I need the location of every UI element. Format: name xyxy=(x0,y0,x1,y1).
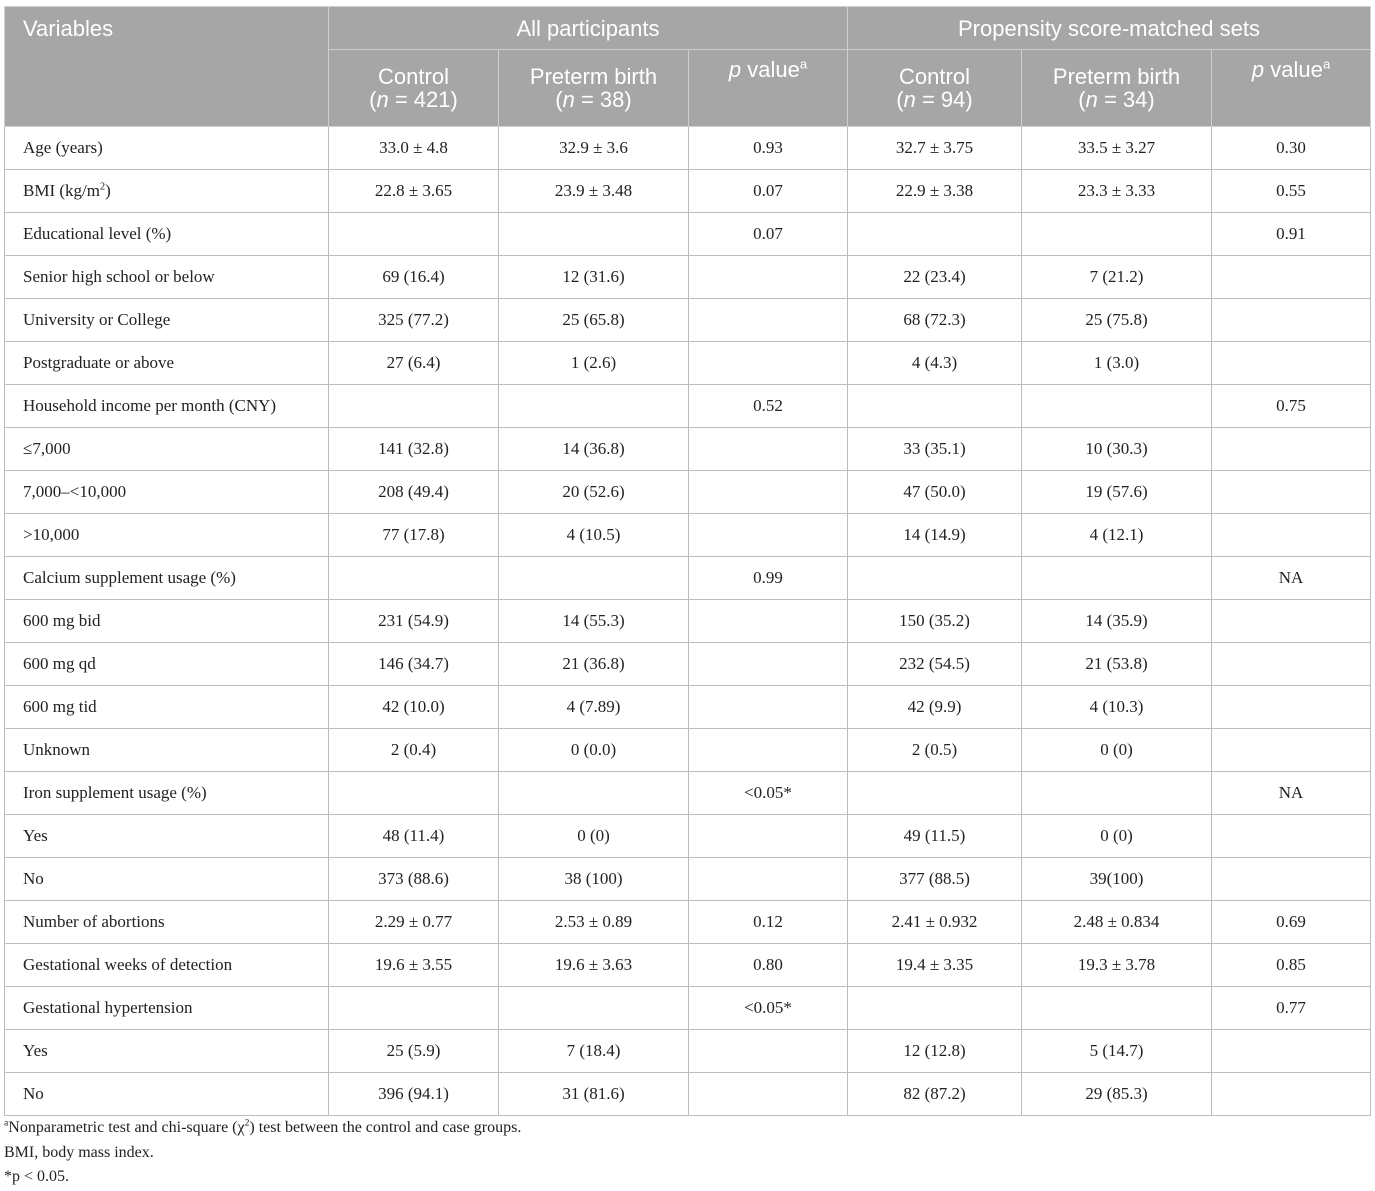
cell-matched-control xyxy=(848,557,1022,600)
cell-matched-pvalue xyxy=(1212,815,1371,858)
row-label: 600 mg bid xyxy=(5,600,329,643)
cell-matched-control: 22 (23.4) xyxy=(848,256,1022,299)
cell-matched-pvalue xyxy=(1212,299,1371,342)
table-footnotes xyxy=(4,1116,521,1190)
row-label: No xyxy=(5,1073,329,1116)
cell-preterm: 0 (0.0) xyxy=(499,729,689,772)
cell-pvalue xyxy=(689,256,848,299)
cell-preterm xyxy=(499,385,689,428)
table-row xyxy=(5,643,1371,686)
cell-pvalue: 0.99 xyxy=(689,557,848,600)
cell-matched-pvalue xyxy=(1212,514,1371,557)
cell-pvalue xyxy=(689,299,848,342)
cell-pvalue: <0.05* xyxy=(689,772,848,815)
row-label: Postgraduate or above xyxy=(5,342,329,385)
table-row xyxy=(5,987,1371,1030)
cell-control xyxy=(329,987,499,1030)
table-row xyxy=(5,514,1371,557)
row-label: Number of abortions xyxy=(5,901,329,944)
cell-control xyxy=(329,213,499,256)
cell-preterm: 32.9 ± 3.6 xyxy=(499,127,689,170)
cell-matched-pvalue xyxy=(1212,1030,1371,1073)
row-label: Educational level (%) xyxy=(5,213,329,256)
cell-matched-preterm: 14 (35.9) xyxy=(1022,600,1212,643)
table-row xyxy=(5,1073,1371,1116)
cell-matched-preterm: 21 (53.8) xyxy=(1022,643,1212,686)
cell-pvalue xyxy=(689,471,848,514)
cell-matched-pvalue: NA xyxy=(1212,557,1371,600)
cell-matched-pvalue: 0.77 xyxy=(1212,987,1371,1030)
table-row xyxy=(5,858,1371,901)
table-row xyxy=(5,729,1371,772)
header-all-participants: All participants xyxy=(329,7,848,50)
cell-preterm: 4 (10.5) xyxy=(499,514,689,557)
cell-matched-control: 33 (35.1) xyxy=(848,428,1022,471)
cell-control: 77 (17.8) xyxy=(329,514,499,557)
cell-preterm: 1 (2.6) xyxy=(499,342,689,385)
cell-preterm: 12 (31.6) xyxy=(499,256,689,299)
header-preterm-label: Preterm birth xyxy=(529,64,658,89)
header-control-label: Control xyxy=(899,64,970,89)
row-label: Yes xyxy=(5,1030,329,1073)
table-row xyxy=(5,385,1371,428)
row-label: 7,000–<10,000 xyxy=(5,471,329,514)
cell-matched-preterm: 4 (12.1) xyxy=(1022,514,1212,557)
cell-matched-control: 12 (12.8) xyxy=(848,1030,1022,1073)
cell-pvalue: 0.12 xyxy=(689,901,848,944)
cell-preterm: 38 (100) xyxy=(499,858,689,901)
cell-matched-control xyxy=(848,385,1022,428)
footnote-bmi: BMI, body mass index. xyxy=(4,1143,154,1161)
cell-preterm: 7 (18.4) xyxy=(499,1030,689,1073)
cell-matched-control: 2.41 ± 0.932 xyxy=(848,901,1022,944)
header-variables: Variables xyxy=(5,7,329,127)
cell-pvalue: 0.52 xyxy=(689,385,848,428)
header-control-psm xyxy=(848,50,1022,127)
table-row xyxy=(5,944,1371,987)
row-label: BMI $(kg/m^2)$ xyxy=(5,170,329,213)
cell-pvalue: 0.80 xyxy=(689,944,848,987)
cell-control: 25 (5.9) xyxy=(329,1030,499,1073)
row-label: Iron supplement usage (%) xyxy=(5,772,329,815)
cell-control: 42 (10.0) xyxy=(329,686,499,729)
cell-matched-preterm: 0 (0) xyxy=(1022,815,1212,858)
cell-pvalue: 0.93 xyxy=(689,127,848,170)
cell-matched-control: 2 (0.5) xyxy=(848,729,1022,772)
cell-matched-pvalue: 0.30 xyxy=(1212,127,1371,170)
cell-preterm: 23.9 ± 3.48 xyxy=(499,170,689,213)
cell-control: 373 (88.6) xyxy=(329,858,499,901)
cell-matched-preterm xyxy=(1022,385,1212,428)
row-label: Unknown xyxy=(5,729,329,772)
cell-pvalue: 0.07 xyxy=(689,213,848,256)
cell-pvalue xyxy=(689,600,848,643)
cell-control: 27 (6.4) xyxy=(329,342,499,385)
cell-matched-control: 14 (14.9) xyxy=(848,514,1022,557)
cell-preterm xyxy=(499,557,689,600)
cell-matched-control: 150 (35.2) xyxy=(848,600,1022,643)
cell-preterm: 25 (65.8) xyxy=(499,299,689,342)
table-row xyxy=(5,213,1371,256)
cell-pvalue xyxy=(689,815,848,858)
cell-matched-control: 19.4 ± 3.35 xyxy=(848,944,1022,987)
header-control-all xyxy=(329,50,499,127)
cell-matched-preterm: 23.3 ± 3.33 xyxy=(1022,170,1212,213)
cell-control: 396 (94.1) xyxy=(329,1073,499,1116)
header-pvalue-psm: p value$^a$ xyxy=(1212,50,1371,127)
table-row xyxy=(5,256,1371,299)
cell-pvalue xyxy=(689,858,848,901)
row-label: >10,000 xyxy=(5,514,329,557)
cell-control xyxy=(329,772,499,815)
cell-matched-pvalue xyxy=(1212,256,1371,299)
cell-matched-preterm: 4 (10.3) xyxy=(1022,686,1212,729)
cell-pvalue xyxy=(689,342,848,385)
table-container xyxy=(4,6,1370,1116)
cell-matched-pvalue xyxy=(1212,729,1371,772)
cell-matched-pvalue xyxy=(1212,858,1371,901)
table-header xyxy=(5,7,1371,127)
cell-preterm: 20 (52.6) xyxy=(499,471,689,514)
header-preterm-all xyxy=(499,50,689,127)
cell-matched-pvalue: 0.85 xyxy=(1212,944,1371,987)
row-label: No xyxy=(5,858,329,901)
row-label: Household income per month (CNY) xyxy=(5,385,329,428)
cell-pvalue xyxy=(689,428,848,471)
cell-matched-control: 68 (72.3) xyxy=(848,299,1022,342)
cell-pvalue xyxy=(689,643,848,686)
cell-matched-preterm: 25 (75.8) xyxy=(1022,299,1212,342)
table-row xyxy=(5,299,1371,342)
cell-preterm xyxy=(499,772,689,815)
cell-control: 33.0 ± 4.8 xyxy=(329,127,499,170)
cell-preterm: 14 (36.8) xyxy=(499,428,689,471)
cell-matched-pvalue: 0.69 xyxy=(1212,901,1371,944)
cell-matched-pvalue: 0.91 xyxy=(1212,213,1371,256)
cell-preterm: 21 (36.8) xyxy=(499,643,689,686)
row-label: Yes xyxy=(5,815,329,858)
cell-matched-control xyxy=(848,772,1022,815)
table-row xyxy=(5,342,1371,385)
cell-matched-preterm: 29 (85.3) xyxy=(1022,1073,1212,1116)
header-control-n: (n = 421) xyxy=(369,87,458,112)
cell-matched-control: 47 (50.0) xyxy=(848,471,1022,514)
cell-preterm xyxy=(499,213,689,256)
table-row xyxy=(5,686,1371,729)
cell-matched-pvalue xyxy=(1212,471,1371,514)
cell-pvalue xyxy=(689,1073,848,1116)
cell-pvalue xyxy=(689,514,848,557)
row-label: University or College xyxy=(5,299,329,342)
cell-matched-control: 32.7 ± 3.75 xyxy=(848,127,1022,170)
cell-preterm: 14 (55.3) xyxy=(499,600,689,643)
cell-matched-preterm: 2.48 ± 0.834 xyxy=(1022,901,1212,944)
row-label: 600 mg qd xyxy=(5,643,329,686)
cell-matched-preterm xyxy=(1022,213,1212,256)
cell-matched-control: 82 (87.2) xyxy=(848,1073,1022,1116)
cell-matched-pvalue xyxy=(1212,1073,1371,1116)
table-row xyxy=(5,127,1371,170)
cell-matched-preterm: 19 (57.6) xyxy=(1022,471,1212,514)
cell-matched-control xyxy=(848,213,1022,256)
table-row xyxy=(5,428,1371,471)
cell-matched-control: 232 (54.5) xyxy=(848,643,1022,686)
header-control-n: (n = 94) xyxy=(896,87,973,112)
cell-control: 22.8 ± 3.65 xyxy=(329,170,499,213)
header-control-label: Control xyxy=(378,64,449,89)
cell-matched-pvalue xyxy=(1212,600,1371,643)
table-row xyxy=(5,901,1371,944)
cell-matched-preterm: 1 (3.0) xyxy=(1022,342,1212,385)
cell-matched-preterm xyxy=(1022,987,1212,1030)
header-preterm-n: (n = 38) xyxy=(555,87,632,112)
cell-control xyxy=(329,557,499,600)
table-row xyxy=(5,557,1371,600)
cell-matched-control: 42 (9.9) xyxy=(848,686,1022,729)
cell-matched-pvalue xyxy=(1212,428,1371,471)
cell-matched-preterm: 39(100) xyxy=(1022,858,1212,901)
table-row xyxy=(5,600,1371,643)
table-row xyxy=(5,1030,1371,1073)
table-row xyxy=(5,772,1371,815)
cell-control: 325 (77.2) xyxy=(329,299,499,342)
cell-matched-pvalue xyxy=(1212,686,1371,729)
data-table xyxy=(4,6,1371,1116)
cell-control: 19.6 ± 3.55 xyxy=(329,944,499,987)
cell-control: 208 (49.4) xyxy=(329,471,499,514)
cell-matched-preterm: 0 (0) xyxy=(1022,729,1212,772)
row-label: Age (years) xyxy=(5,127,329,170)
cell-matched-preterm: 33.5 ± 3.27 xyxy=(1022,127,1212,170)
cell-pvalue xyxy=(689,729,848,772)
cell-pvalue: <0.05* xyxy=(689,987,848,1030)
cell-control xyxy=(329,385,499,428)
header-preterm-n: (n = 34) xyxy=(1078,87,1155,112)
row-label: Senior high school or below xyxy=(5,256,329,299)
row-label: 600 mg tid xyxy=(5,686,329,729)
cell-matched-pvalue: 0.55 xyxy=(1212,170,1371,213)
cell-control: 48 (11.4) xyxy=(329,815,499,858)
row-label: Gestational hypertension xyxy=(5,987,329,1030)
cell-preterm: 19.6 ± 3.63 xyxy=(499,944,689,987)
cell-pvalue xyxy=(689,686,848,729)
cell-matched-preterm xyxy=(1022,557,1212,600)
cell-matched-pvalue: NA xyxy=(1212,772,1371,815)
table-row xyxy=(5,471,1371,514)
table-row xyxy=(5,170,1371,213)
cell-matched-control: 377 (88.5) xyxy=(848,858,1022,901)
cell-preterm: 4 (7.89) xyxy=(499,686,689,729)
cell-matched-pvalue: 0.75 xyxy=(1212,385,1371,428)
cell-preterm: 31 (81.6) xyxy=(499,1073,689,1116)
cell-matched-preterm: 10 (30.3) xyxy=(1022,428,1212,471)
cell-control: 2.29 ± 0.77 xyxy=(329,901,499,944)
cell-matched-preterm xyxy=(1022,772,1212,815)
cell-control: 69 (16.4) xyxy=(329,256,499,299)
cell-control: 146 (34.7) xyxy=(329,643,499,686)
cell-preterm: 0 (0) xyxy=(499,815,689,858)
cell-matched-preterm: 5 (14.7) xyxy=(1022,1030,1212,1073)
cell-matched-preterm: 7 (21.2) xyxy=(1022,256,1212,299)
cell-preterm xyxy=(499,987,689,1030)
cell-matched-control: 49 (11.5) xyxy=(848,815,1022,858)
cell-pvalue xyxy=(689,1030,848,1073)
table-body xyxy=(5,127,1371,1116)
cell-preterm: 2.53 ± 0.89 xyxy=(499,901,689,944)
header-pvalue-all: p value$^a$ xyxy=(689,50,848,127)
cell-control: 2 (0.4) xyxy=(329,729,499,772)
cell-matched-pvalue xyxy=(1212,643,1371,686)
cell-control: 141 (32.8) xyxy=(329,428,499,471)
header-preterm-psm xyxy=(1022,50,1212,127)
cell-matched-control: 22.9 ± 3.38 xyxy=(848,170,1022,213)
footnote-significance: *p < 0.05. xyxy=(4,1168,70,1185)
cell-matched-pvalue xyxy=(1212,342,1371,385)
cell-pvalue: 0.07 xyxy=(689,170,848,213)
cell-matched-control: 4 (4.3) xyxy=(848,342,1022,385)
cell-matched-preterm: 19.3 ± 3.78 xyxy=(1022,944,1212,987)
table-row xyxy=(5,815,1371,858)
cell-matched-control xyxy=(848,987,1022,1030)
cell-control: 231 (54.9) xyxy=(329,600,499,643)
row-label: Gestational weeks of detection xyxy=(5,944,329,987)
row-label: Calcium supplement usage (%) xyxy=(5,557,329,600)
row-label: ≤7,000 xyxy=(5,428,329,471)
header-preterm-label: Preterm birth xyxy=(1052,64,1181,89)
footnote-a: $^a$Nonparametric test and chi-square $(\chi^2)$ test between the control and case groups. xyxy=(4,1117,522,1136)
header-propensity-matched: Propensity score-matched sets xyxy=(848,7,1371,50)
